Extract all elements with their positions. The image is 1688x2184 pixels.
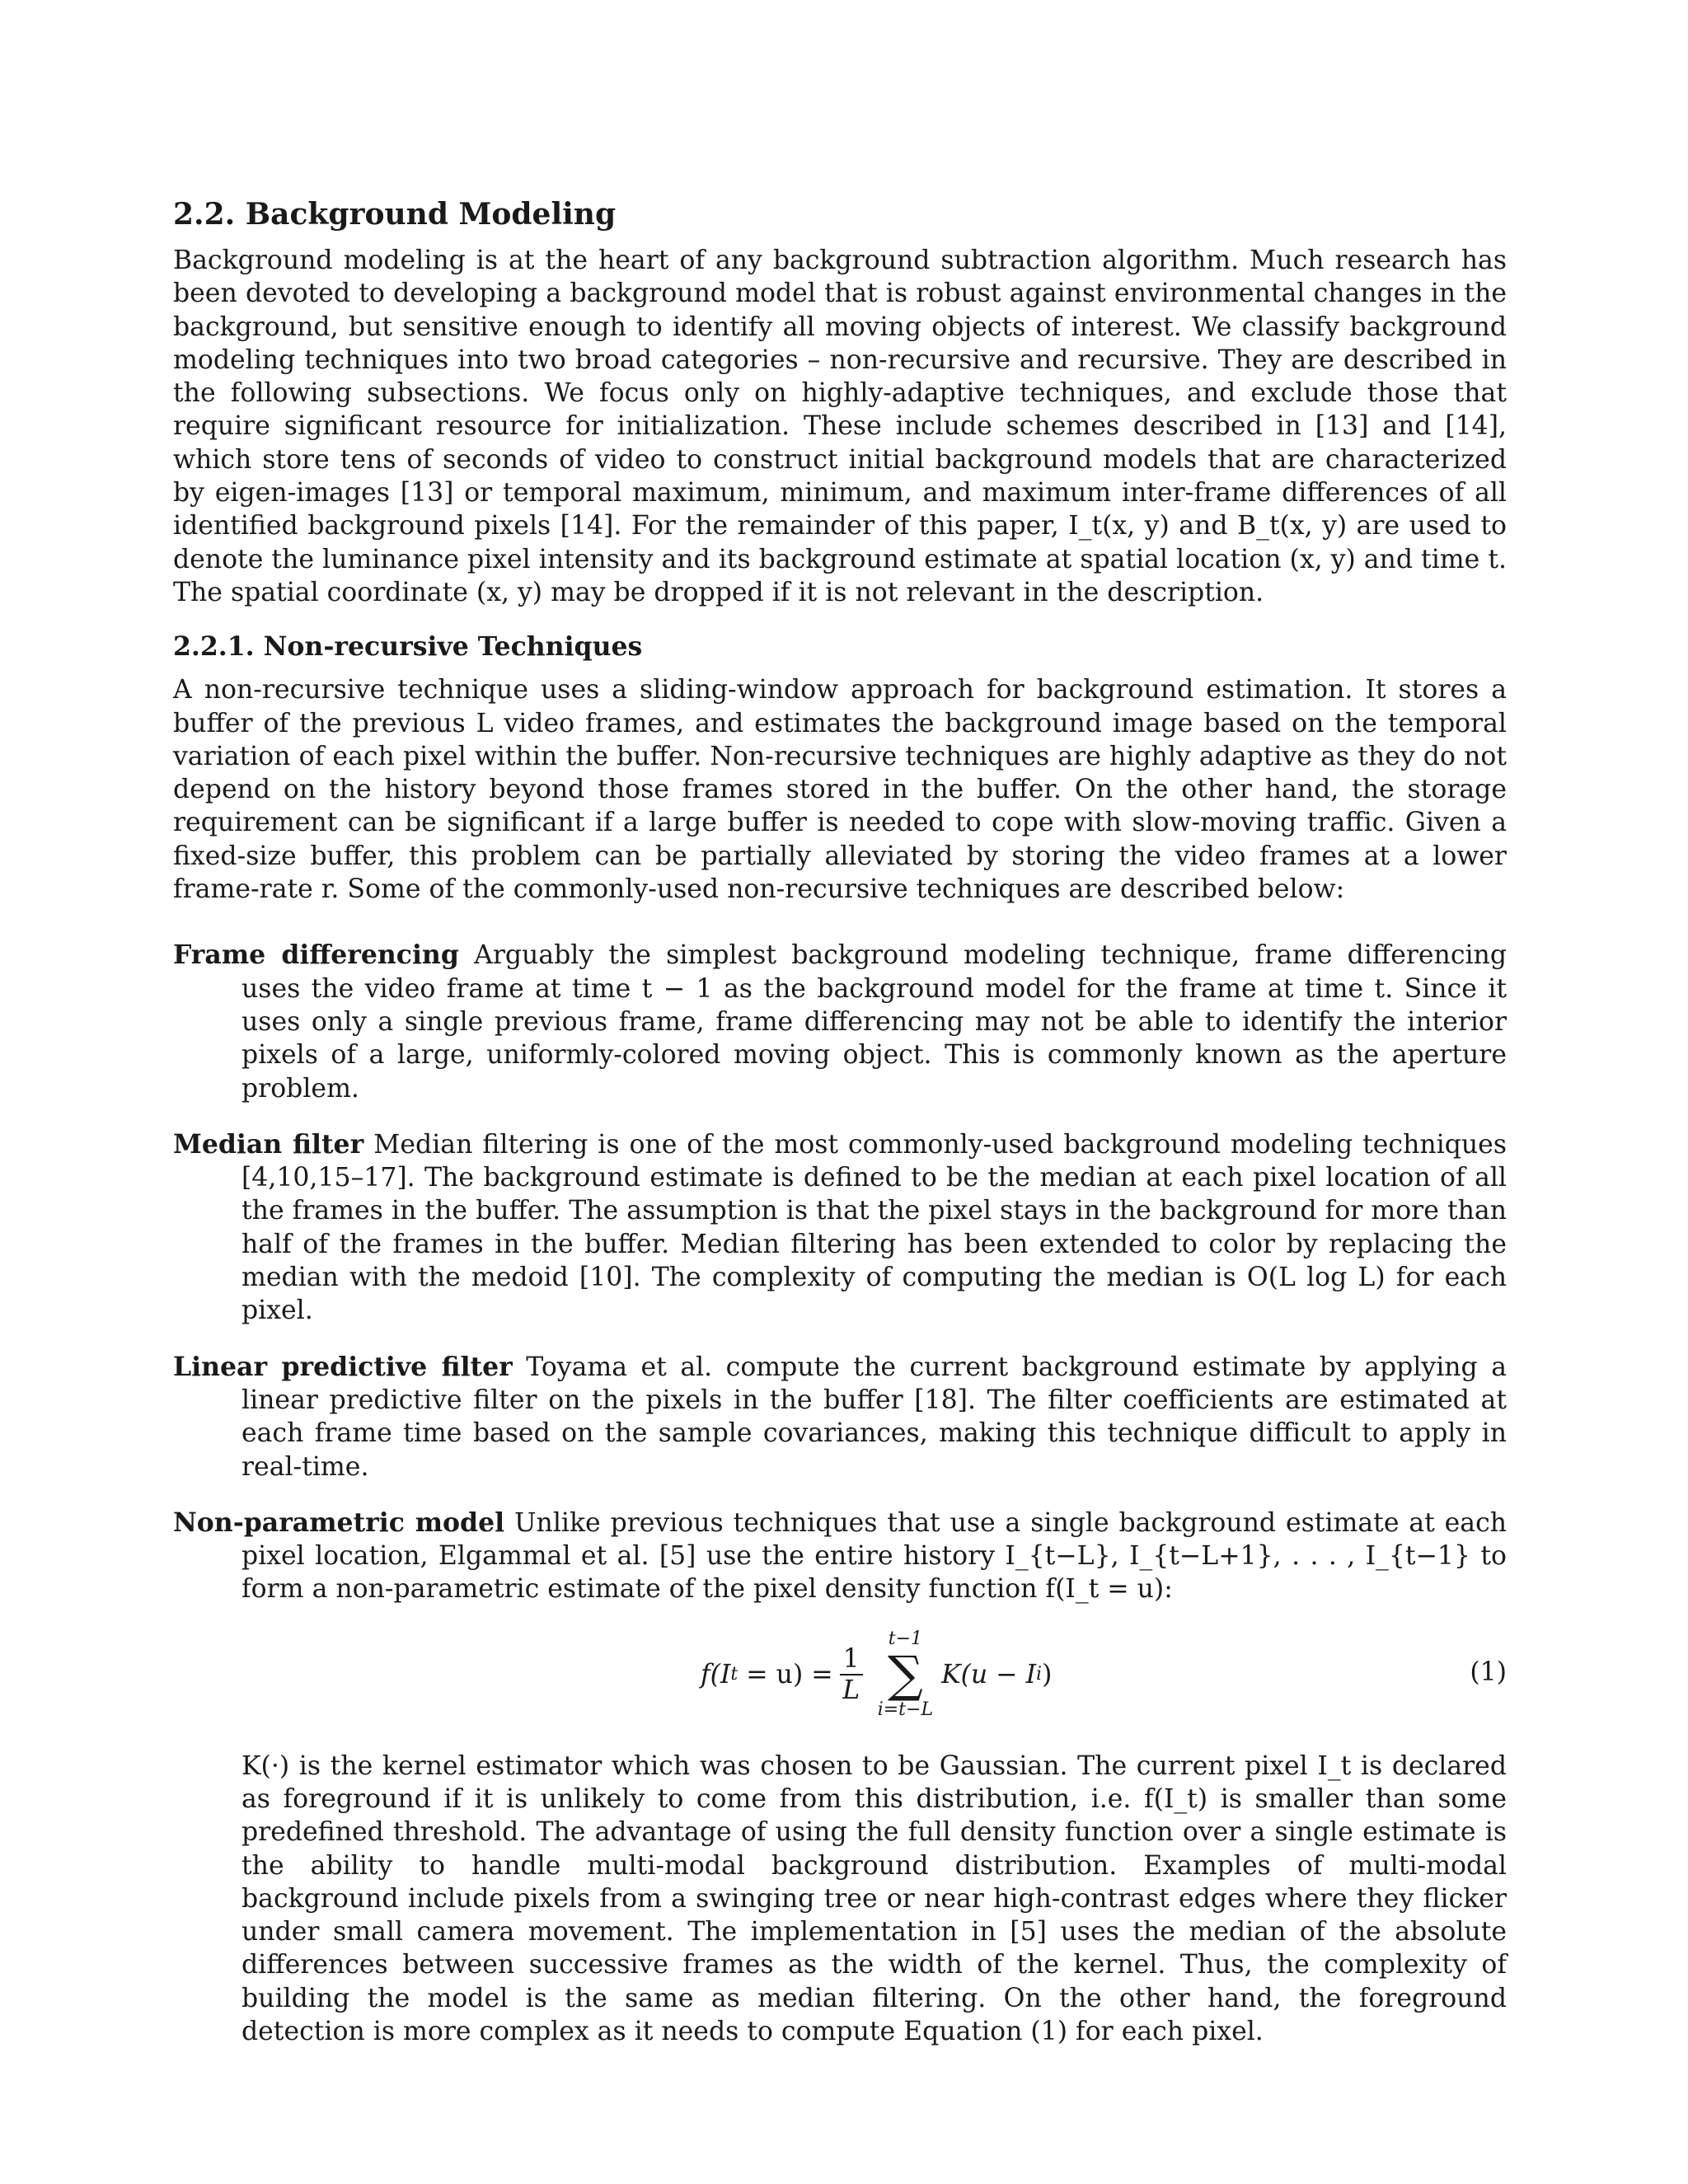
list-item-linear-predictive-filter — [173, 1351, 1507, 1483]
item-term: Non-parametric model — [173, 1507, 505, 1538]
paper-content — [173, 196, 1507, 2071]
eq-frac-num: 1 — [840, 1644, 863, 1675]
item-text: Arguably the simplest background modeling technique, frame differencing uses the video frame at time t − 1 as the background model for the frame at time t. Since it uses only a single previous frame, frame differencing may not be able to identify the interior pixels of a large, uniformly-colored moving object. This is commonly known as the aperture problem. — [241, 940, 1507, 1104]
eq-lhs: f(I — [701, 1659, 731, 1690]
item-term: Linear predictive filter — [173, 1351, 513, 1382]
eq-frac-den: L — [842, 1675, 860, 1705]
equation-1 — [173, 1621, 1507, 1728]
eq-sum-top: t−1 — [888, 1628, 923, 1649]
section-heading: 2.2. Background Modeling — [173, 197, 617, 232]
subsection-heading: 2.2.1. Non-recursive Techniques — [173, 631, 643, 663]
equation-number: (1) — [1470, 1657, 1507, 1687]
post-equation-paragraph: K(·) is the kernel estimator which was chosen to be Gaussian. The current pixel I_t is declared as foreground if it is unlikely to come from this distribution, i.e. f(I_t) is smaller than some predefined threshold. The advantage of using the full density function over a single estimate is the ability to handle multi-modal background distribution. Examples of multi-modal background include pixels from a swinging tree or near high-contrast edges where they flicker under small camera movement. The implementation in [5] uses the median of the absolute differences between successive frames as the width of the kernel. Thus, the complexity of building the model is the same as median filtering. On the other hand, the foreground detection is more complex as it needs to compute Equation (1) for each pixel. — [241, 1750, 1507, 2047]
technique-list — [173, 939, 1507, 2048]
eq-rhs: K(u − I — [941, 1659, 1037, 1690]
eq-sum-bottom: i=t−L — [877, 1699, 934, 1720]
section-paragraph: Background modeling is at the heart of any background subtraction algorithm. Much research has been devoted to developing a background model that is robust against environmental changes in the background, but sensitive enough to identify all moving objects of interest. We classify background modeling techniques into two broad categories – non-recursive and recursive. They are described in the following subsections. We focus only on highly-adaptive techniques, and exclude those that require significant resource for initialization. These include schemes described in [13] and [14], which store tens of seconds of video to construct initial background models that are characterized by eigen-images [13] or temporal maximum, minimum, and maximum inter-frame differences of all identified background pixels [14]. For the remainder of this paper, I_t(x, y) and B_t(x, y) are used to denote the luminance pixel intensity and its background estimate at spatial location (x, y) and time t. The spatial coordinate (x, y) may be dropped if it is not relevant in the description. — [173, 246, 1507, 607]
eq-sigma: ∑ — [887, 1645, 923, 1704]
list-item-frame-differencing — [173, 939, 1507, 1104]
eq-lhs-rest: = u) = — [746, 1659, 833, 1690]
list-item-non-parametric-model — [173, 1507, 1507, 1606]
eq-rhs-close: ) — [1042, 1659, 1053, 1690]
item-term: Median filter — [173, 1128, 364, 1160]
equation-body — [701, 1621, 1052, 1728]
eq-rhs-sub: i — [1036, 1664, 1043, 1685]
eq-lhs-sub: t — [730, 1664, 738, 1685]
eq-summation — [878, 1629, 933, 1721]
item-text: Toyama et al. compute the current background estimate by applying a linear predictive filter on the pixels in the buffer [18]. The filter coefficients are estimated at each frame time based on the sample covariances, making this technique difficult to apply in real-time. — [241, 1352, 1507, 1482]
item-text: Unlike previous techniques that use a single background estimate at each pixel location, Elgammal et al. [5] use the entire history I_{t−L}, I_{t−L+1}, . . . , I_{t−1} to form a non-parametric estimate of the pixel density function f(I_t = u): — [241, 1507, 1507, 1605]
list-item-median-filter — [173, 1128, 1507, 1328]
subsection-paragraph: A non-recursive technique uses a sliding-window approach for background estimation. It stores a buffer of the previous L video frames, and estimates the background image based on the temporal variation of each pixel within the buffer. Non-recursive techniques are highly adaptive as they do not depend on the history beyond those frames stored in the buffer. On the other hand, the storage requirement can be significant if a large buffer is needed to cope with slow-moving traffic. Given a fixed-size buffer, this problem can be partially alleviated by storing the video frames at a lower frame-rate r. Some of the commonly-used non-recursive techniques are described below: — [173, 675, 1507, 905]
item-term: Frame differencing — [173, 940, 459, 971]
eq-fraction — [840, 1644, 863, 1705]
item-text: Median filtering is one of the most commonly-used background modeling techniques [4,10,15–17]. The background estimate is defined to be the median at each pixel location of all the frames in the buffer. The assumption is that the pixel stays in the background for more than half of the frames in the buffer. Median filtering has been extended to color by replacing the median with the medoid [10]. The complexity of computing the median is O(L log L) for each pixel. — [241, 1129, 1507, 1326]
